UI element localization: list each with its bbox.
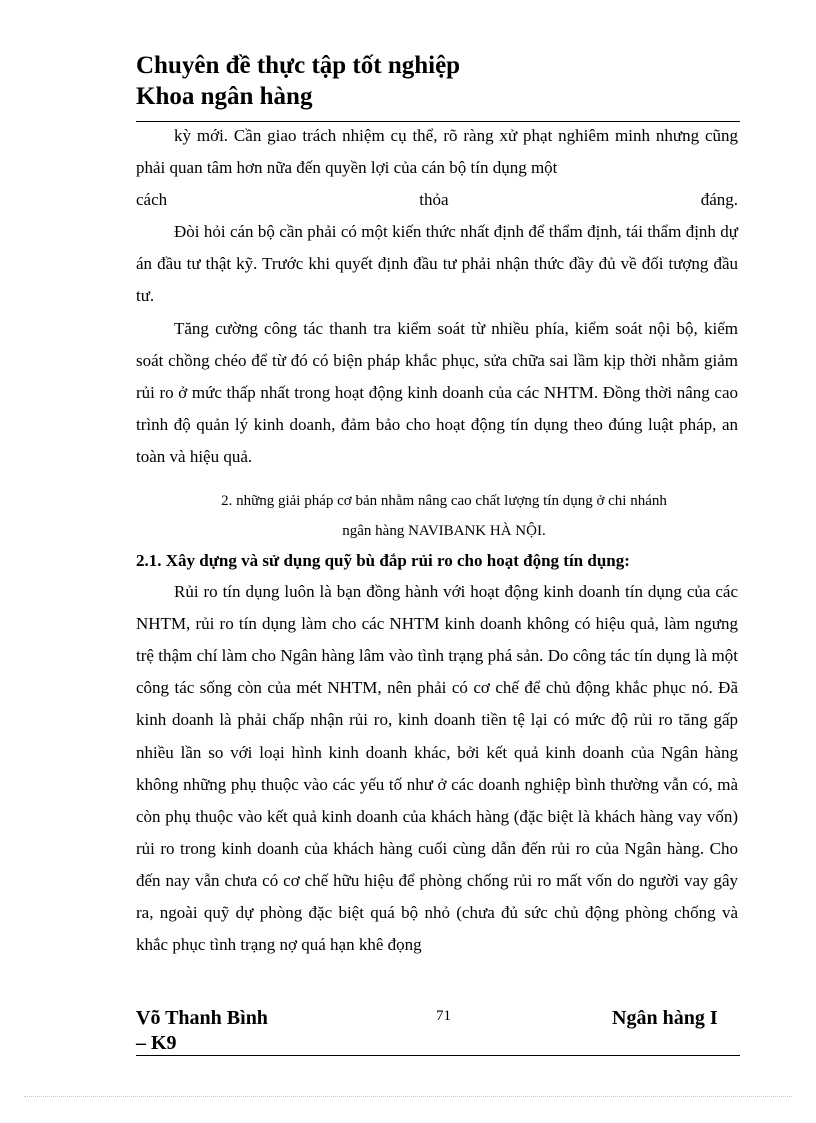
header-department: Khoa ngân hàng <box>136 83 313 110</box>
subsection-heading: 2.1. Xây dựng và sử dụng quỹ bù đắp rủi ro cho hoạt động tín dụng: <box>136 551 630 571</box>
paragraph-1-last-line: cách thỏa đáng. <box>136 190 738 210</box>
paragraph-3: Tăng cường công tác thanh tra kiểm soát từ nhiều phía, kiểm soát nội bộ, kiểm soát chồng chéo để từ đó có biện pháp khắc phục, sửa chữa sai lầm kịp thời nhằm giảm rủi ro ở mức thấp nhất trong hoạt động kinh doanh của các NHTM. Đồng thời nâng cao trình độ quản lý kinh doanh, đảm bảo cho hoạt động tín dụng theo đúng luật pháp, an toàn và hiệu quả. <box>136 318 738 466</box>
document-body <box>136 120 738 961</box>
page-number: 71 <box>436 1008 451 1024</box>
footer-author-name: Võ Thanh Bình <box>136 1007 268 1029</box>
header-title: Chuyên đề thực tập tốt nghiệp <box>136 52 461 79</box>
page-edge-divider <box>24 1096 792 1097</box>
spacer <box>136 473 738 486</box>
footer-rule <box>136 1055 740 1056</box>
page-header <box>136 50 740 112</box>
paragraph-1: kỳ mới. Cần giao trách nhiệm cụ thể, rõ ràng xử phạt nghiêm minh nhưng cũng phải quan tâm hơn nữa đến quyền lợi của cán bộ tín dụng một <box>136 126 738 178</box>
footer-author-class: – K9 <box>136 1032 177 1054</box>
footer-author <box>136 1006 306 1056</box>
footer-department: Ngân hàng I <box>612 1007 718 1029</box>
paragraph-4: Rủi ro tín dụng luôn là bạn đồng hành với hoạt động kinh doanh tín dụng của các NHTM, rủi ro tín dụng làm cho các NHTM kinh doanh không có hiệu quả, làm ngưng trệ thậm chí làm cho Ngân hàng lâm vào tình trạng phá sản. Do công tác tín dụng là một công tác sống còn của mét NHTM, nên phải có cơ chế để chủ động khắc phục nó. Đã kinh doanh là phải chấp nhận rủi ro, kinh doanh tiền tệ lại có mức độ rủi ro tăng gấp nhiều lần so với loại hình kinh doanh khác, bởi kết quả kinh doanh của Ngân hàng không những phụ thuộc vào các yếu tố như ở các doanh nghiệp bình thường vẫn có, mà còn phụ thuộc vào kết quả kinh doanh của khách hàng (đặc biệt là khách hàng vay vốn) rủi ro trong kinh doanh của khách hàng cuối cùng dẫn đến rủi ro của Ngân hàng. Cho đến nay vẫn chưa có cơ chế hữu hiệu để phòng chống rủi ro mất vốn do người vay gây ra, ngoài quỹ dự phòng đặc biệt quá bộ nhỏ (chưa đủ sức chủ động phòng chống và khắc phục tình trạng nợ quá hạn khê đọng <box>136 582 738 955</box>
section-title-line-2: ngân hàng NAVIBANK HÀ NỘI. <box>342 523 546 540</box>
section-title-line-1: 2. những giải pháp cơ bản nhằm nâng cao chất lượng tín dụng ở chi nhánh <box>221 493 667 510</box>
paragraph-2: Đòi hỏi cán bộ cần phải có một kiến thức nhất định để thẩm định, tái thẩm định dự án đầu tư thật kỹ. Trước khi quyết định đầu tư phải nhận thức đầy đủ về đối tượng đầu tư. <box>136 222 738 306</box>
